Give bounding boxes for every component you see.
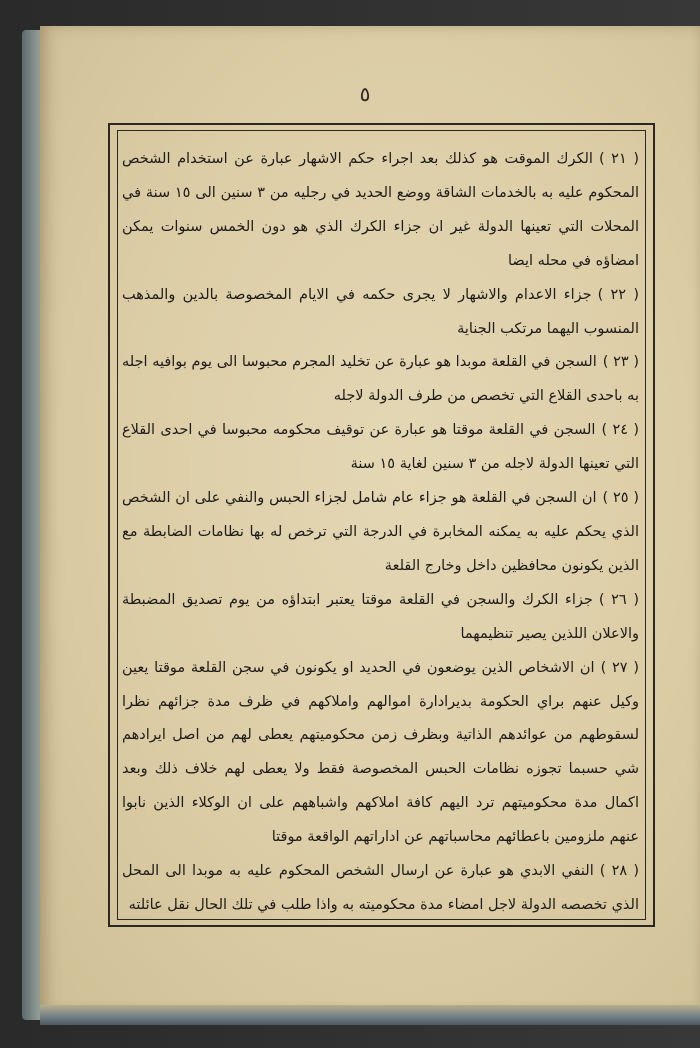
article-number: ( ٢٨ ) xyxy=(599,863,639,880)
article-text: النفي الابدي هو عبارة عن ارسال الشخص المحكوم عليه به موبدا الى المحل الذي تخصصه الدولة لاجل امضاء مدة محكوميته به واذا طلب في تلك الحال نقل عائلته xyxy=(122,863,639,913)
article-text: ان الاشخاص الذين يوضعون في الحديد او يكونون في سجن القلعة موقتا يعين وكيل عنهم براي الحكومة بديرادارة اموالهم واملاكهم في ظرف مدة جزائهم نظرا لسقوطهم من عوائدهم الذاتية وبظرف زمن محكوميتهم يعطى لهم من اصل ايرادهم شي حسبما تجوزه نظامات الحبس المخصوصة فقط ولا يعطى لهم خلاف ذلك وبعد اكمال مدة محكوميتهم ترد اليهم كافة املاكهم واشباههم على ان الوكلاء الذين نابوا عنهم ملزومين باعطائهم محاسباتهم عن اداراتهم الواقعة موقتا xyxy=(122,659,639,846)
page-number: ٥ xyxy=(359,82,371,106)
article-number: ( ٢٧ ) xyxy=(600,659,639,676)
article-text-block xyxy=(122,143,639,913)
article-paragraph xyxy=(122,414,639,482)
article-number: ( ٢٤ ) xyxy=(601,422,639,439)
article-text: جزاء الكرك والسجن في القلعة موقتا يعتبر ابتداؤه من يوم تصديق المضبطة والاعلان اللذين يصير تنظيمهما xyxy=(122,591,639,642)
article-number: ( ٢٥ ) xyxy=(602,490,639,507)
article-paragraph xyxy=(122,482,639,584)
article-paragraph xyxy=(122,346,639,414)
article-paragraph xyxy=(122,279,639,347)
article-paragraph xyxy=(122,652,639,855)
article-paragraph xyxy=(122,584,639,652)
article-number: ( ٢٢ ) xyxy=(597,286,639,303)
article-paragraph xyxy=(122,855,639,923)
page-bottom-edge xyxy=(40,1005,700,1025)
article-paragraph xyxy=(122,143,639,279)
article-text: ان السجن في القلعة هو جزاء عام شامل لجزاء الحبس والنفي على ان الشخص الذي يحكم عليه به يمكنه المخابرة في الدرجة التي ترخص له بها نظامات الضابطة مع الذين يكونون محافظين داخل وخارج القلعة xyxy=(122,490,639,574)
article-text: جزاء الاعدام والاشهار لا يجرى حكمه في الايام المخصوصة بالدين والمذهب المنسوب اليهما مرتكب الجناية xyxy=(122,286,639,337)
article-number: ( ٢٦ ) xyxy=(598,591,639,608)
article-text: السجن في القلعة موقتا هو عبارة عن توقيف محكومه محبوسا في احدى القلاع التي تعينها الدولة لاجله من ٣ سنين لغاية ١٥ سنة xyxy=(122,422,639,473)
article-text: الكرك الموقت هو كذلك بعد اجراء حكم الاشهار عبارة عن استخدام الشخص المحكوم عليه به بالخدمات الشاقة ووضع الحديد في رجليه من ٣ سنين الى ١٥ سنة في المحلات التي تعينها الدولة غير ان جزاء الكرك الذي هو دون الخمس سنوات يمكن امضاؤه في محله ايضا xyxy=(122,151,639,269)
article-text: السجن في القلعة موبدا هو عبارة عن تخليد المجرم محبوسا الى يوم بوافيه اجله به باحدى القلاع التي تخصص من طرف الدولة لاجله xyxy=(122,354,639,405)
article-number: ( ٢١ ) xyxy=(598,151,639,167)
article-number: ( ٢٣ ) xyxy=(602,354,639,371)
